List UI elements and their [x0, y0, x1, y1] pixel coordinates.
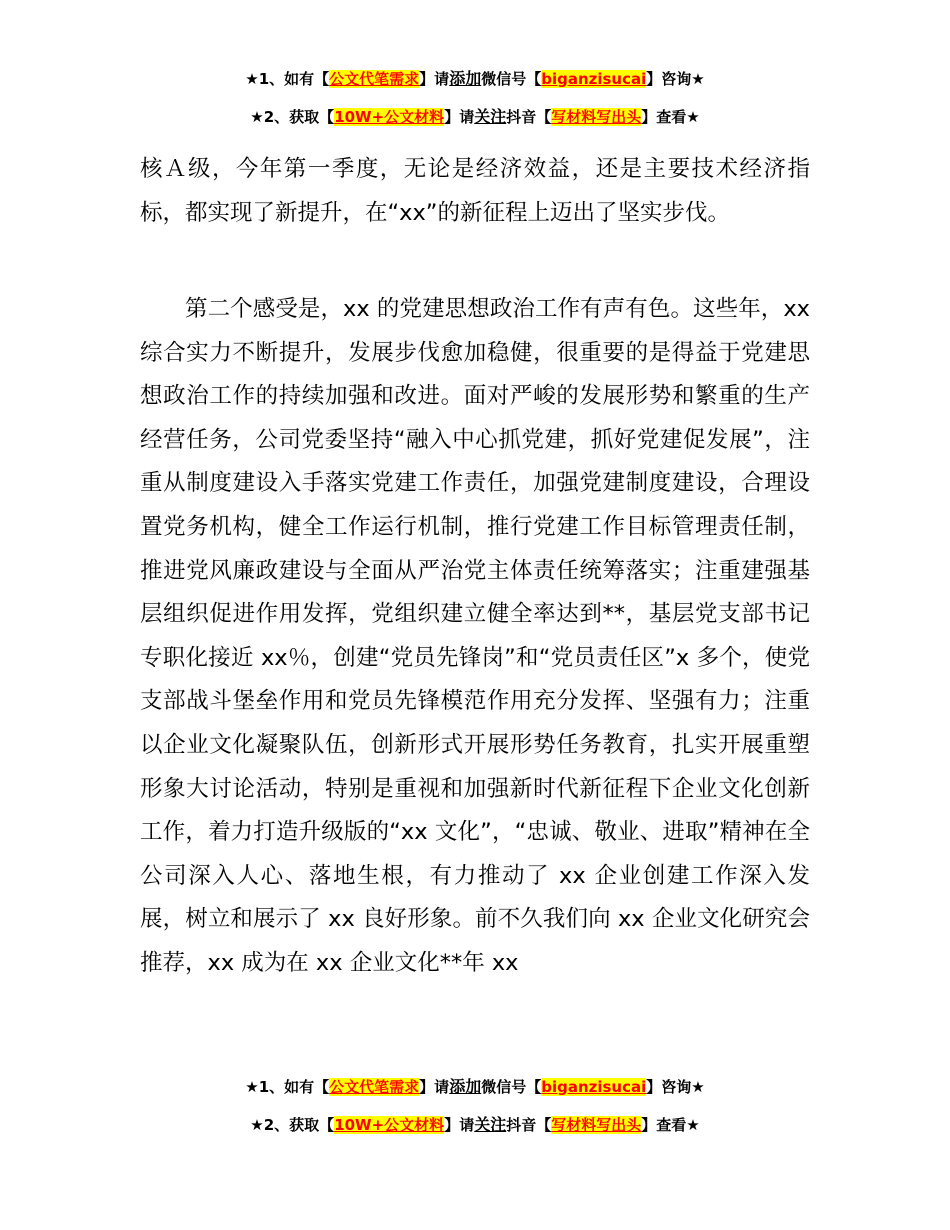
- banner-suffix: 】查看★: [641, 1116, 700, 1134]
- banner-text: 抖音【: [506, 1116, 552, 1134]
- banner-prefix: ★1、如有【: [245, 70, 330, 88]
- banner-underlined-word: 关注: [474, 1115, 507, 1134]
- banner-highlight-materials: 10W+公文材料: [334, 1116, 445, 1134]
- banner-underlined-word: 添加: [449, 69, 482, 88]
- banner-text: 微信号【: [481, 70, 542, 88]
- banner-suffix: 】咨询★: [646, 70, 705, 88]
- banner-highlight-service: 公文代笔需求: [329, 1078, 420, 1096]
- banner-highlight-materials: 10W+公文材料: [334, 108, 445, 126]
- banner-suffix: 】查看★: [641, 108, 700, 126]
- banner-text: 】请: [444, 108, 475, 126]
- header-banner-materials: [0, 106, 950, 128]
- banner-underlined-word: 关注: [474, 107, 507, 126]
- banner-text: 抖音【: [506, 108, 552, 126]
- footer-banner-materials: [0, 1114, 950, 1136]
- body-paragraph-2: 第二个感受是，xx 的党建思想政治工作有声有色。这些年，xx 综合实力不断提升，发展步伐愈加稳健，很重要的是得益于党建思想政治工作的持续加强和改进。面对严峻的发展形势和繁重的生产经营任务，公司党委坚持“融入中心抓党建，抓好党建促发展”，注重从制度建设入手落实党建工作责任，加强党建制度建设，合理设置党务机构，健全工作运行机制，推行党建工作目标管理责任制，推进党风廉政建设与全面从严治党主体责任统筹落实；注重建强基层组织促进作用发挥，党组织建立健全率达到**，基层党支部书记专职化接近 xx％，创建“党员先锋岗”和“党员责任区”x 多个，使党支部战斗堡垒作用和党员先锋模范作用充分发挥、坚强有力；注重以企业文化凝聚队伍，创新形式开展形势任务教育，扎实开展重塑形象大讨论活动，特别是重视和加强新时代新征程下企业文化创新工作，着力打造升级版的“xx 文化”，“忠诚、敬业、进取”精神在全公司深入人心、落地生根，有力推动了 xx 企业创建工作深入发展，树立和展示了 xx 良好形象。前不久我们向 xx 企业文化研究会推荐，xx 成为在 xx 企业文化**年 xx: [140, 296, 810, 976]
- header-banner-consult: [0, 68, 950, 90]
- banner-prefix: ★2、获取【: [250, 1116, 335, 1134]
- body-paragraph-1: 核Ａ级，今年第一季度，无论是经济效益，还是主要技术经济指标，都实现了新提升，在“xx”的新征程上迈出了坚实步伐。: [140, 156, 810, 226]
- banner-text: 】请: [419, 70, 450, 88]
- banner-highlight-douyin-account: 写材料写出头: [551, 108, 642, 126]
- banner-text: 】请: [444, 1116, 475, 1134]
- banner-highlight-wechat-id: biganzisucai: [541, 70, 647, 88]
- banner-suffix: 】咨询★: [646, 1078, 705, 1096]
- banner-underlined-word: 添加: [449, 1077, 482, 1096]
- footer-banner-consult: [0, 1076, 950, 1098]
- banner-text: 】请: [419, 1078, 450, 1096]
- banner-highlight-service: 公文代笔需求: [329, 70, 420, 88]
- banner-prefix: ★2、获取【: [250, 108, 335, 126]
- banner-highlight-douyin-account: 写材料写出头: [551, 1116, 642, 1134]
- banner-highlight-wechat-id: biganzisucai: [541, 1078, 647, 1096]
- banner-text: 微信号【: [481, 1078, 542, 1096]
- banner-prefix: ★1、如有【: [245, 1078, 330, 1096]
